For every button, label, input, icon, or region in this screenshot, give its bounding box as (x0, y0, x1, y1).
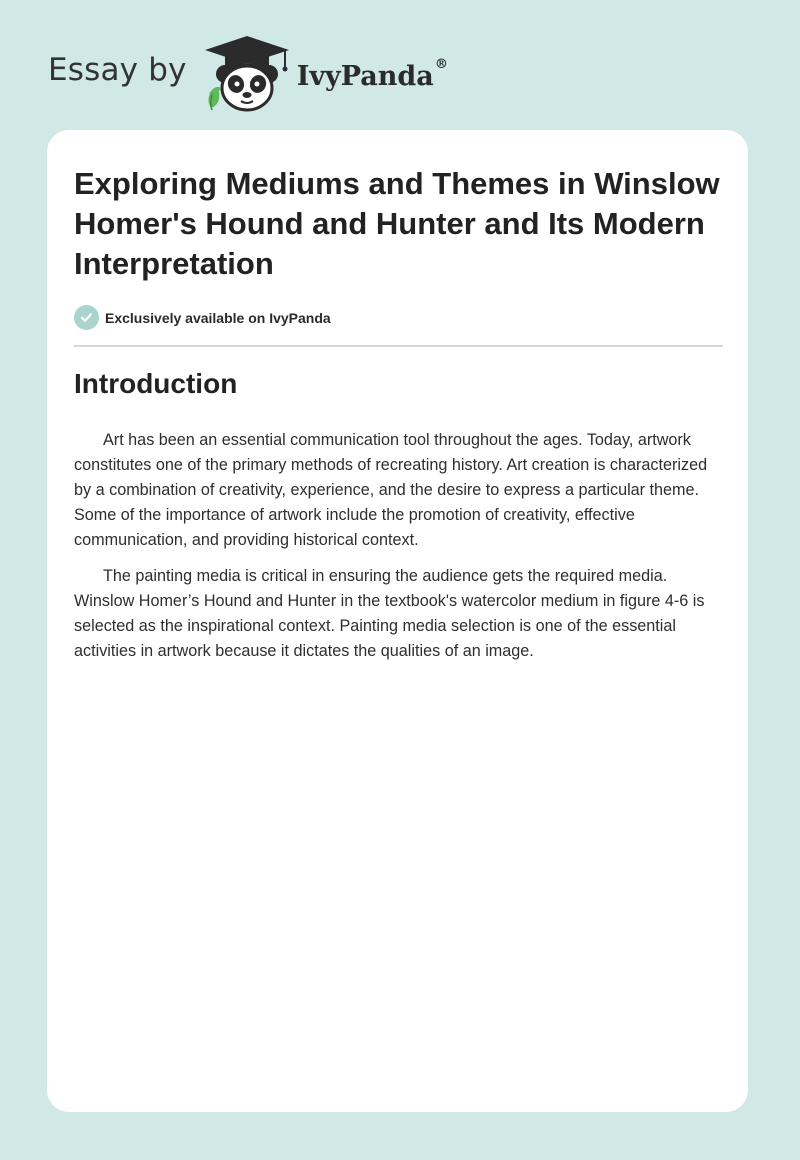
site-header (48, 34, 448, 114)
paragraph: The painting media is critical in ensuring the audience gets the required media. Winslow Homer’s Hound and Hunter in the textbook's watercolor medium in figure 4-6 is selected as the inspirational context. Painting media selection is one of the essential activities in artwork because it dictates the qualities of an image. (74, 567, 705, 660)
check-circle-icon (74, 305, 99, 330)
section-heading: Introduction (74, 368, 238, 399)
panda-logo-icon[interactable] (201, 34, 293, 114)
essay-card (47, 130, 748, 1112)
badge-text: Exclusively available on IvyPanda (105, 309, 331, 326)
exclusive-badge (74, 305, 331, 330)
brand-name[interactable]: IvyPanda® (296, 56, 448, 92)
divider (74, 345, 723, 347)
essay-title: Exploring Mediums and Themes in Winslow Homer's Hound and Hunter and Its Modern Interpretation (74, 166, 720, 281)
paragraph: Art has been an essential communication tool throughout the ages. Today, artwork constitutes one of the primary methods of recreating history. Art creation is characterized by a combination of creativity, experience, and the desire to express a particular theme. Some of the importance of artwork include the promotion of creativity, effective communication, and providing historical context. (74, 431, 708, 549)
essay-body (74, 428, 726, 675)
essay-by-label: Essay by (48, 52, 187, 88)
registered-mark: ® (434, 56, 448, 72)
